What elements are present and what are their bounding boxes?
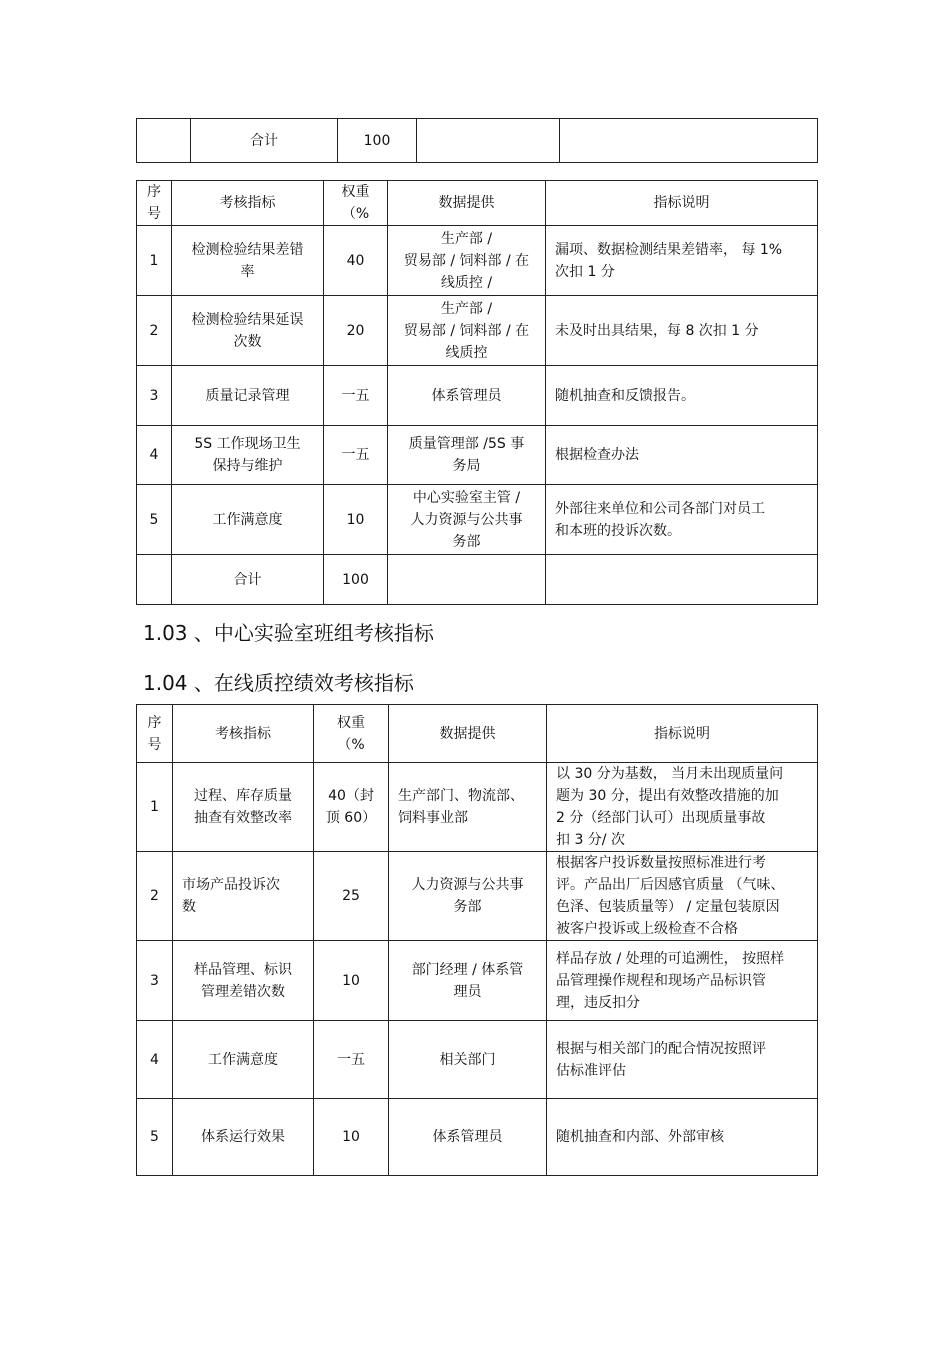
table-cell: 工作满意度: [173, 1021, 314, 1099]
header-weight: 权重 （%: [314, 705, 389, 763]
table-cell: 1: [137, 226, 172, 296]
table-cell: 体系管理员: [389, 1099, 547, 1176]
table-row: [137, 226, 818, 296]
table-cell: 40: [324, 226, 388, 296]
online-qc-assessment-table: [136, 704, 818, 1176]
header-indicator: 考核指标: [172, 181, 324, 226]
table-row: [137, 941, 818, 1021]
table-cell: 2: [137, 296, 172, 366]
table-header-row: [137, 705, 818, 763]
table-cell: 4: [137, 1021, 173, 1099]
table-cell: 5: [137, 485, 172, 555]
table-cell: 合计: [191, 119, 338, 163]
table-cell: 漏项、数据检测结果差错率， 每 1% 次扣 1 分: [546, 226, 818, 296]
table-cell: 人力资源与公共事 务部: [389, 852, 547, 941]
table-header-row: [137, 181, 818, 226]
table-cell: 随机抽查和内部、外部审核: [547, 1099, 818, 1176]
section-heading-1-03: 1.03 、中心实验室班组考核指标: [143, 621, 434, 645]
table-cell: 中心实验室主管 / 人力资源与公共事 务部: [388, 485, 546, 555]
header-weight: 权重 （%: [324, 181, 388, 226]
table-row: [137, 555, 818, 605]
table-cell: 生产部门、物流部、 饲料事业部: [389, 763, 547, 852]
table-cell: 根据检查办法: [546, 426, 818, 485]
table-cell: 体系运行效果: [173, 1099, 314, 1176]
table-cell: 一五: [324, 426, 388, 485]
table-cell: 3: [137, 366, 172, 426]
table-cell: [546, 555, 818, 605]
table-cell: 根据客户投诉数量按照标准进行考 评。产品出厂后因感官质量 （气味、 色泽、包装质量等） / 定量包装原因 被客户投诉或上级检查不合格: [547, 852, 818, 941]
table-cell: 检测检验结果延误 次数: [172, 296, 324, 366]
table-cell: 随机抽查和反馈报告。: [546, 366, 818, 426]
table-row: [137, 119, 818, 163]
table-cell: 3: [137, 941, 173, 1021]
table-row: [137, 485, 818, 555]
header-data-source: 数据提供: [389, 705, 547, 763]
table-cell: 100: [338, 119, 417, 163]
header-description: 指标说明: [546, 181, 818, 226]
table-row: [137, 852, 818, 941]
table-cell: 质量管理部 /5S 事 务局: [388, 426, 546, 485]
table-cell: [137, 555, 172, 605]
header-index: 序 号: [137, 705, 173, 763]
table-cell: [137, 119, 191, 163]
table-row: [137, 763, 818, 852]
table-cell: 40（封 顶 60）: [314, 763, 389, 852]
lab-assessment-table: [136, 180, 818, 605]
table-cell: 2: [137, 852, 173, 941]
table-row: [137, 426, 818, 485]
table-row: [137, 366, 818, 426]
table-cell: 以 30 分为基数， 当月未出现质量问 题为 30 分，提出有效整改措施的加 2 分（经部门认可）出现质量事故 扣 3 分/ 次: [547, 763, 818, 852]
table-cell: 未及时出具结果，每 8 次扣 1 分: [546, 296, 818, 366]
table-cell: 生产部 / 贸易部 / 饲料部 / 在 线质控 /: [388, 226, 546, 296]
table-cell: 部门经理 / 体系管 理员: [389, 941, 547, 1021]
table-cell: 一五: [314, 1021, 389, 1099]
summary-table-top: [136, 118, 818, 163]
table-cell: 根据与相关部门的配合情况按照评 估标准评估: [547, 1021, 818, 1099]
table-cell: 25: [314, 852, 389, 941]
table-cell: 4: [137, 426, 172, 485]
table-cell: 一五: [324, 366, 388, 426]
table-cell: 5: [137, 1099, 173, 1176]
table-cell: 合计: [172, 555, 324, 605]
table-cell: 生产部 / 贸易部 / 饲料部 / 在 线质控: [388, 296, 546, 366]
section-heading-1-04: 1.04 、在线质控绩效考核指标: [143, 671, 414, 695]
table-row: [137, 296, 818, 366]
table-cell: 5S 工作现场卫生 保持与维护: [172, 426, 324, 485]
header-data-source: 数据提供: [388, 181, 546, 226]
table-cell: 检测检验结果差错 率: [172, 226, 324, 296]
table-cell: 10: [314, 941, 389, 1021]
table-cell: 1: [137, 763, 173, 852]
header-description: 指标说明: [547, 705, 818, 763]
table-row: [137, 1021, 818, 1099]
table-cell: 100: [324, 555, 388, 605]
table-cell: [560, 119, 818, 163]
table-cell: 20: [324, 296, 388, 366]
header-index: 序 号: [137, 181, 172, 226]
table-cell: 10: [314, 1099, 389, 1176]
table-cell: 外部往来单位和公司各部门对员工 和本班的投诉次数。: [546, 485, 818, 555]
table-cell: [388, 555, 546, 605]
table-cell: 工作满意度: [172, 485, 324, 555]
table-cell: 样品管理、标识 管理差错次数: [173, 941, 314, 1021]
table-cell: 样品存放 / 处理的可追溯性， 按照样 品管理操作规程和现场产品标识管 理，违反扣分: [547, 941, 818, 1021]
table-cell: 体系管理员: [388, 366, 546, 426]
table-cell: 相关部门: [389, 1021, 547, 1099]
header-indicator: 考核指标: [173, 705, 314, 763]
table-cell: 质量记录管理: [172, 366, 324, 426]
table-cell: 过程、库存质量 抽查有效整改率: [173, 763, 314, 852]
table-row: [137, 1099, 818, 1176]
table-cell: 10: [324, 485, 388, 555]
table-cell: [417, 119, 560, 163]
table-cell: 市场产品投诉次 数: [173, 852, 314, 941]
